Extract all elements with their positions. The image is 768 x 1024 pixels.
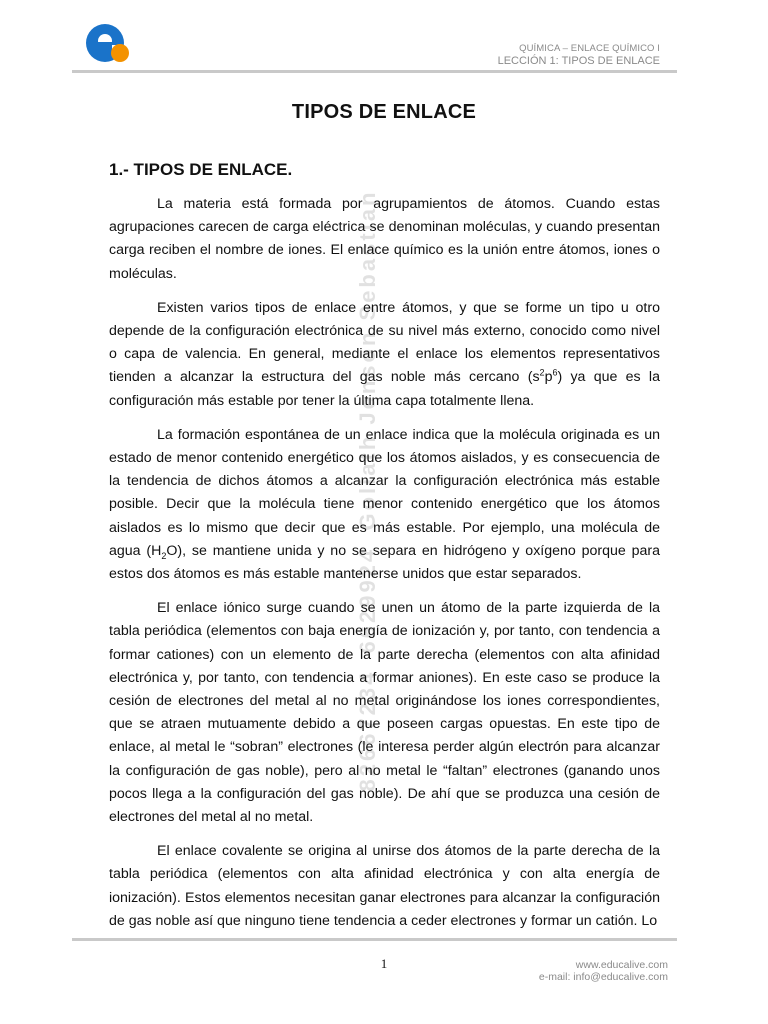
footer-website: www.educalive.com [575, 959, 668, 971]
paragraph-3: La formación espontánea de un enlace indica que la molécula originada es un estado de menor contenido energético que los átomos aislados, y es consecuencia de la tendencia de dichos átomos a alcanzar la configuración electrónica más estable posible. Decir que la molécula tiene menor contenido energético que los átomos aislados es lo mismo que decir que es más estable. Por ejemplo, una molécula de agua $(H_2O)$, se mantiene unida y no se separa en hidrógeno y oxígeno porque para estos dos átomos es más estable mantenerse unidos que estar separados. [109, 426, 660, 583]
section-heading: 1.- TIPOS DE ENLACE. [109, 160, 293, 179]
paragraph-2: Existen varios tipos de enlace entre átomos, y que se forme un tipo u otro depende de la configuración electrónica de su nivel más externo, conocido como nivel o capa de valencia. En general, mediante el enlace los elementos representativos tienden a alcanzar la estructura del gas noble más cercano $(s^2p^6)$ ya que es la configuración más estable por tener la última capa totalmente llena. [109, 299, 660, 409]
header-divider [72, 70, 677, 73]
document-footer [539, 959, 668, 983]
footer-divider [72, 938, 677, 941]
watermark-line-3: 82667234 [355, 669, 380, 792]
document-header [498, 42, 660, 68]
lesson-label: LECCIÓN 1: TIPOS DE ENLACE [497, 55, 660, 67]
page-number: 1 [380, 956, 388, 971]
page-title: TIPOS DE ENLACE [291, 101, 477, 123]
educalive-logo [84, 22, 132, 66]
paragraph-1: La materia está formada por agrupamientos de átomos. Cuando estas agrupaciones carecen de carga eléctrica se denominan moléculas, y cuando presentan carga reciben el nombre de iones. El enlace químico es la unión entre átomos, iones o moléculas. [109, 196, 660, 282]
document-body [109, 193, 660, 933]
watermark-line-1: Goliath Jenson Sebastian [355, 190, 380, 531]
paragraph-4: El enlace iónico surge cuando se unen un átomo de la parte izquierda de la tabla periódica (elementos con baja energía de ionización y, por tanto, con tendencia a formar cationes) con un elemento de la parte derecha (elementos con alta afinidad electrónica y, por tanto, con tendencia a formar aniones). En este caso se produce la cesión de electrones del metal al no metal originándose los iones correspondientes, que se atraen mutuamente debido a que poseen cargas opuestas. En este tipo de enlace, al metal le “sobran” electrones (le interesa perder algún electrón para alcanzar la configuración de gas noble), pero al no metal le “faltan” electrones (ganando unos pocos llega a la configuración del gas noble). De ahí que se produzca una cesión de electrones del metal al no metal. [109, 600, 660, 826]
footer-email: e-mail: info@educalive.com [538, 971, 668, 983]
watermark-line-2: 6629924 [355, 546, 380, 654]
paragraph-5: El enlace covalente se origina al unirse dos átomos de la parte derecha de la tabla periódica (elementos con alta afinidad electrónica y con alta energía de ionización). Estos elementos necesitan ganar electrones para alcanzar la configuración de gas noble así que ninguno tiene tendencia a ceder electrones y formar un catión. Lo [109, 843, 660, 929]
course-label: QUÍMICA – ENLACE QUÍMICO I [519, 43, 660, 54]
